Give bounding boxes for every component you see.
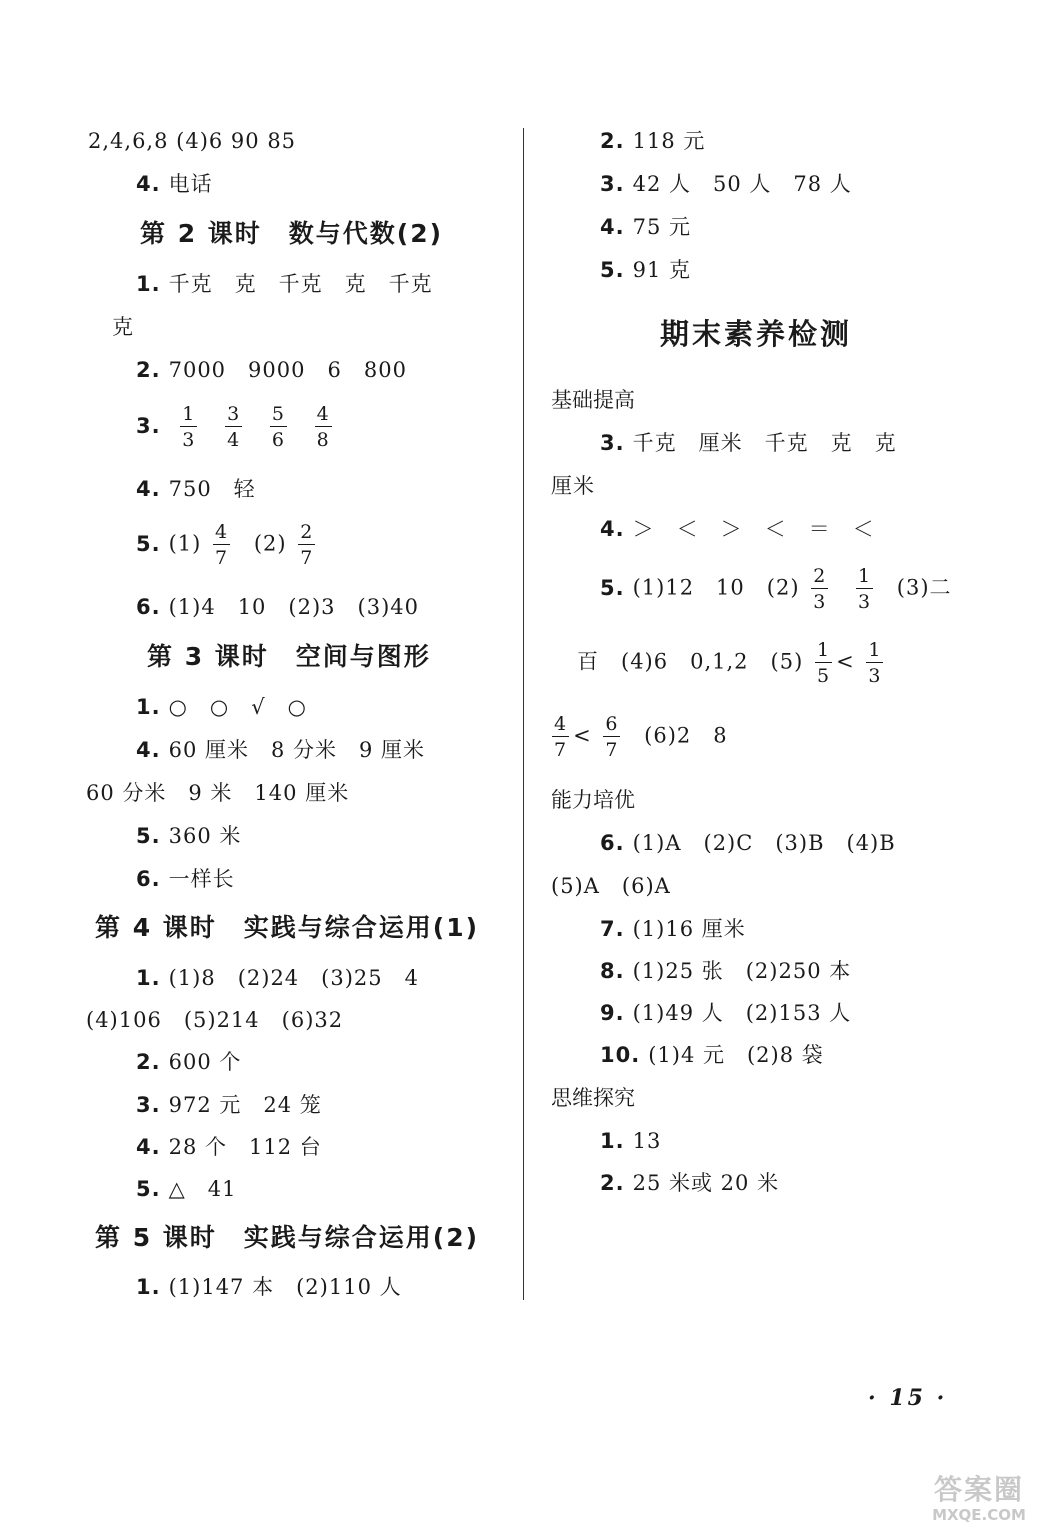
answer-line: 6. (1)A (2)C (3)B (4)B (600, 831, 896, 855)
answer-line: 5. (1) $\frac{4}{7}$ (2) $\frac{2}{7}$ (136, 521, 314, 569)
answer-line: 9. (1)49 人 (2)153 人 (600, 1001, 852, 1025)
page-number: · 15 · (868, 1385, 948, 1411)
answer-line: 4. 60 厘米 8 分米 9 厘米 (136, 738, 426, 762)
answer-line: 5. 91 克 (600, 258, 691, 282)
answer-line: 1. ○ ○ √ ○ (136, 695, 307, 719)
answer-line: 10. (1)4 元 (2)8 袋 (600, 1043, 824, 1067)
fraction: $\frac{1}{3}$ (182, 403, 196, 451)
answer-line: (4)106 (5)214 (6)32 (86, 1008, 344, 1032)
answer-line: 2. 25 米或 20 米 (600, 1171, 780, 1195)
answer-line: 1. 13 (600, 1129, 662, 1153)
fraction: $\frac{2}{3}$ (813, 565, 827, 613)
answer-line: 4. 750 轻 (136, 477, 256, 501)
answer-line: 2. 7000 9000 6 800 (136, 358, 407, 382)
answer-line: 2,4,6,8 (4)6 90 85 (88, 129, 297, 153)
answer-line: 4. 电话 (136, 172, 213, 196)
fraction: $\frac{5}{6}$ (271, 403, 285, 451)
fraction: $\frac{3}{4}$ (227, 403, 241, 451)
fraction: $\frac{4}{7}$ (554, 713, 568, 761)
answer-line: 1. (1)147 本 (2)110 人 (136, 1275, 402, 1299)
answer-line: 60 分米 9 米 140 厘米 (86, 781, 350, 805)
subsection-label: 能力培优 (551, 788, 635, 812)
answer-line: 2. 600 个 (136, 1050, 242, 1074)
answer-line: 5. (1)12 10 (2) $\frac{2}{3}$ $\frac{1}{3}$ (3)二 (600, 565, 952, 613)
fraction: $\frac{2}{7}$ (300, 521, 314, 569)
subsection-label: 思维探究 (551, 1086, 635, 1110)
fraction: $\frac{6}{7}$ (605, 713, 619, 761)
watermark-logo: 答案圈 MXQE.COM (932, 1473, 1026, 1524)
section-heading: 第 3 课时 空间与图形 (147, 642, 431, 671)
answer-line: 百 (4)6 0,1,2 (5) $\frac{1}{5}$ < $\frac{1}{3}$ (577, 639, 882, 687)
fraction: $\frac{1}{5}$ (816, 639, 831, 687)
answer-line: (5)A (6)A (551, 874, 671, 898)
section-heading: 第 2 课时 数与代数(2) (140, 219, 444, 248)
fraction: $\frac{1}{3}$ (868, 639, 882, 687)
answer-line: 6. 一样长 (136, 867, 235, 891)
exam-title: 期末素养检测 (660, 317, 853, 351)
answer-line: 1. (1)8 (2)24 (3)25 4 (136, 966, 419, 990)
answer-line: 厘米 (551, 474, 595, 498)
answer-line: 4. ＞ ＜ ＞ ＜ ＝ ＜ (600, 517, 875, 541)
section-heading: 第 5 课时 实践与综合运用(2) (95, 1223, 480, 1252)
answer-line: 6. (1)4 10 (2)3 (3)40 (136, 595, 419, 619)
answer-line: 4. 75 元 (600, 215, 691, 239)
fraction: $\frac{1}{3}$ (858, 565, 872, 613)
answer-line: 5. △ 41 (136, 1177, 237, 1201)
answer-line: 3. 972 元 24 笼 (136, 1093, 322, 1117)
answer-line: 3. 千克 厘米 千克 克 克 (600, 431, 897, 455)
answer-line: 5. 360 米 (136, 824, 242, 848)
section-heading: 第 4 课时 实践与综合运用(1) (95, 913, 480, 942)
answer-line: 3. $\frac{1}{3}$ $\frac{3}{4}$ $\frac{5}{6}$ $\frac{4}{8}$ (136, 403, 330, 451)
subsection-label: 基础提高 (551, 388, 635, 412)
answer-line: 4. 28 个 112 台 (136, 1135, 322, 1159)
answer-line: 1. 千克 克 千克 克 千克 (136, 272, 433, 296)
answer-line: 7. (1)16 厘米 (600, 917, 746, 941)
answer-line: 2. 118 元 (600, 129, 706, 153)
answer-line: $\frac{4}{7}$ < $\frac{6}{7}$ (6)2 8 (554, 713, 728, 761)
answer-line: 8. (1)25 张 (2)250 本 (600, 959, 852, 983)
answer-line: 3. 42 人 50 人 78 人 (600, 172, 852, 196)
answer-line: 克 (112, 315, 134, 339)
fraction: $\frac{4}{8}$ (316, 403, 330, 451)
column-divider (523, 128, 524, 1300)
fraction: $\frac{4}{7}$ (215, 521, 229, 569)
